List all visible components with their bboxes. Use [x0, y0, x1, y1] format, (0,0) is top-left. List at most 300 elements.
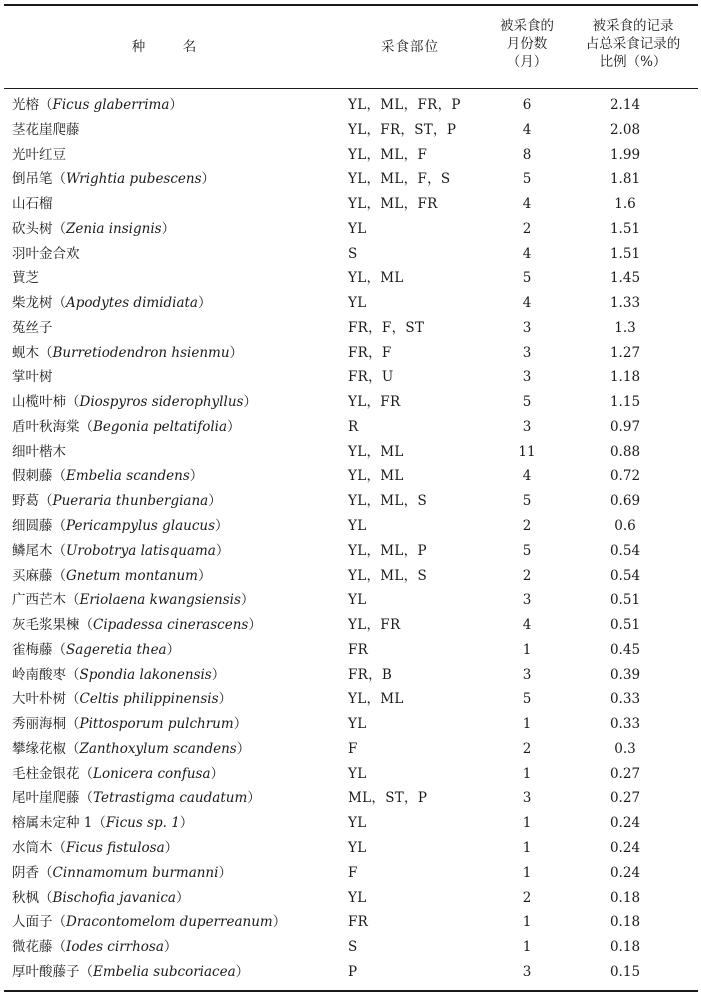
record-ratio-cell: 0.33 — [609, 691, 641, 708]
table-row — [0, 192, 701, 217]
species-scientific-name: Bischofia javanica — [52, 889, 176, 906]
months-count-cell: 11 — [518, 443, 536, 460]
table-row — [0, 861, 701, 886]
open-paren: （ — [39, 889, 53, 906]
table-row — [0, 489, 701, 514]
close-paren: ） — [215, 518, 229, 535]
close-paren: ） — [164, 839, 179, 856]
species-name-cell — [12, 588, 254, 613]
record-ratio-cell: 2.08 — [609, 121, 641, 138]
record-ratio-cell: 1.27 — [609, 344, 641, 361]
months-count-cell: 1 — [522, 864, 532, 881]
table-row — [0, 390, 701, 415]
table-row — [0, 638, 701, 663]
table-row — [0, 365, 701, 390]
table-row — [0, 291, 701, 316]
table-row — [0, 564, 701, 589]
species-name-cell — [12, 663, 225, 688]
species-scientific-name: Apodytes dimidiata — [66, 295, 198, 312]
months-count-cell: 3 — [522, 592, 532, 609]
close-paren: ） — [211, 666, 226, 683]
species-scientific-name: Embelia subcoriacea — [93, 963, 236, 980]
species-chinese-name: 岭南酸枣 — [12, 666, 66, 683]
table-row — [0, 118, 701, 143]
table-row — [0, 737, 701, 762]
record-ratio-cell: 0.27 — [609, 765, 641, 782]
header-ratio-line: 比例（%） — [599, 54, 667, 70]
feeding-parts-cell: P — [348, 963, 358, 980]
record-ratio-cell: 1.15 — [609, 394, 641, 411]
species-scientific-name: Pittosporum pulchrum — [79, 716, 234, 733]
feeding-parts-cell: YL，FR，ST，P — [348, 121, 457, 138]
species-name-cell — [12, 464, 203, 489]
species-name-cell — [12, 217, 175, 242]
species-name-cell — [12, 365, 53, 390]
species-name-cell — [12, 861, 232, 886]
table-row — [0, 588, 701, 613]
species-name-cell — [12, 390, 257, 415]
open-paren: （ — [79, 617, 93, 634]
species-chinese-name: 掌叶树 — [12, 369, 53, 386]
record-ratio-cell: 2.14 — [609, 97, 641, 113]
species-chinese-name: 细圆藤 — [12, 518, 53, 535]
species-name-cell — [12, 291, 211, 316]
species-chinese-name: 茎花崖爬藤 — [12, 121, 80, 138]
header-record-ratio — [568, 17, 698, 71]
species-scientific-name: Spondia lakonensis — [79, 666, 212, 683]
open-paren: （ — [66, 716, 80, 733]
months-count-cell: 4 — [522, 295, 532, 312]
feeding-parts-cell: YL — [348, 839, 367, 856]
species-chinese-name: 细叶楷木 — [12, 443, 66, 460]
months-count-cell: 1 — [522, 914, 532, 931]
close-paren: ） — [218, 864, 232, 881]
open-paren: （ — [39, 493, 53, 510]
table-row — [0, 341, 701, 366]
feeding-parts-cell: F — [348, 740, 358, 757]
table-body — [0, 93, 701, 985]
species-chinese-name: 柴龙树 — [12, 295, 53, 312]
months-count-cell: 5 — [522, 171, 532, 188]
species-chinese-name: 秀丽海桐 — [12, 716, 66, 733]
species-chinese-name: 微花藤 — [12, 939, 53, 956]
species-scientific-name: Tetrastigma caudatum — [93, 790, 248, 807]
close-paren: ） — [236, 740, 251, 757]
species-chinese-name: 水筒木 — [12, 839, 53, 856]
species-name-cell — [12, 415, 241, 440]
header-rule — [4, 88, 698, 89]
species-name-cell — [12, 192, 53, 217]
record-ratio-cell: 0.54 — [609, 567, 641, 584]
species-chinese-name: 灰毛浆果楝 — [12, 617, 80, 634]
open-paren: （ — [92, 815, 106, 832]
close-paren: ） — [218, 691, 233, 708]
species-chinese-name: 蚬木 — [12, 344, 39, 361]
species-name-cell — [12, 638, 180, 663]
record-ratio-cell: 1.18 — [609, 369, 641, 386]
open-paren: （ — [52, 171, 66, 188]
species-name-cell — [12, 836, 178, 861]
table-row — [0, 316, 701, 341]
record-ratio-cell: 0.45 — [609, 641, 641, 658]
months-count-cell: 6 — [522, 97, 532, 113]
table-row — [0, 266, 701, 291]
open-paren: （ — [66, 666, 80, 683]
species-chinese-name: 蕒芝 — [12, 270, 39, 287]
open-paren: （ — [66, 592, 80, 609]
species-scientific-name: Iodes cirrhosa — [66, 939, 164, 956]
record-ratio-cell: 0.51 — [609, 617, 641, 634]
months-count-cell: 1 — [522, 815, 532, 832]
close-paren: ） — [163, 939, 178, 956]
top-rule — [4, 4, 698, 6]
months-count-cell: 3 — [522, 369, 532, 386]
months-count-cell: 3 — [522, 344, 532, 361]
open-paren: （ — [66, 740, 80, 757]
feeding-parts-cell: YL，ML — [348, 468, 404, 485]
species-scientific-name: Lonicera confusa — [93, 765, 211, 782]
close-paren: ） — [229, 344, 244, 361]
record-ratio-cell: 1.6 — [614, 196, 636, 213]
open-paren: （ — [79, 765, 93, 782]
feeding-parts-cell: YL — [348, 518, 367, 535]
record-ratio-cell: 1.33 — [609, 295, 641, 312]
feeding-parts-cell: FR，U — [348, 369, 394, 386]
record-ratio-cell: 0.88 — [609, 443, 641, 460]
close-paren: ） — [248, 617, 262, 634]
months-count-cell: 3 — [522, 666, 532, 683]
species-chinese-name: 毛柱金银花 — [12, 765, 80, 782]
months-count-cell: 4 — [522, 121, 532, 138]
months-count-cell: 2 — [522, 889, 532, 906]
open-paren: （ — [52, 542, 66, 559]
months-count-cell: 5 — [522, 270, 532, 287]
species-chinese-name: 攀缘花椒 — [12, 740, 66, 757]
months-count-cell: 5 — [522, 394, 532, 411]
feeding-parts-cell: YL，FR — [348, 617, 401, 634]
feeding-parts-cell: FR — [348, 914, 369, 931]
species-scientific-name: Ficus glaberrima — [52, 97, 170, 113]
table-row — [0, 910, 701, 935]
feeding-parts-cell: YL，ML — [348, 443, 404, 460]
species-scientific-name: Sageretia thea — [66, 641, 167, 658]
species-scientific-name: Dracontomelom duperreanum — [66, 914, 273, 931]
species-scientific-name: Pueraria thunbergiana — [52, 493, 209, 510]
table-row — [0, 836, 701, 861]
feeding-parts-cell: YL，ML，FR — [348, 196, 438, 213]
species-chinese-name: 尾叶崖爬藤 — [12, 790, 80, 807]
feeding-parts-cell: S — [348, 245, 358, 262]
header-months-line: 月份数 — [506, 36, 548, 52]
months-count-cell: 1 — [522, 765, 532, 782]
open-paren: （ — [52, 914, 66, 931]
feeding-parts-cell: YL — [348, 592, 367, 609]
species-scientific-name: Begonia peltatifolia — [93, 418, 228, 435]
record-ratio-cell: 1.45 — [609, 270, 641, 287]
species-name-cell — [12, 316, 53, 341]
record-ratio-cell: 1.81 — [609, 171, 641, 188]
months-count-cell: 3 — [522, 790, 532, 807]
close-paren: ） — [208, 493, 222, 510]
species-name-cell — [12, 564, 211, 589]
months-count-cell: 2 — [522, 518, 532, 535]
species-chinese-name: 菟丝子 — [12, 319, 53, 336]
table-row — [0, 762, 701, 787]
close-paren: ） — [233, 716, 248, 733]
months-count-cell: 5 — [522, 691, 532, 708]
species-scientific-name: Celtis philippinensis — [79, 691, 219, 708]
months-count-cell: 3 — [522, 418, 532, 435]
species-name-cell — [12, 910, 286, 935]
feeding-parts-cell: F — [348, 864, 358, 881]
months-count-cell: 4 — [522, 196, 532, 213]
record-ratio-cell: 0.18 — [609, 939, 641, 956]
table-row — [0, 539, 701, 564]
record-ratio-cell: 0.15 — [609, 963, 641, 980]
species-scientific-name: Zenia insignis — [66, 220, 162, 237]
species-scientific-name: Eriolaena kwangsiensis — [79, 592, 241, 609]
feeding-parts-cell: YL，ML，S — [348, 567, 428, 584]
species-name-cell — [12, 514, 229, 539]
species-chinese-name: 大叶朴树 — [12, 691, 66, 708]
feeding-parts-cell: ML，ST，P — [348, 790, 428, 807]
feeding-parts-cell: S — [348, 939, 358, 956]
close-paren: ） — [201, 171, 216, 188]
bottom-rule — [4, 990, 698, 992]
species-name-cell — [12, 613, 262, 638]
species-chinese-name: 广西芒木 — [12, 592, 66, 609]
record-ratio-cell: 0.6 — [614, 518, 636, 535]
species-name-cell — [12, 712, 247, 737]
header-months-line: 被采食的 — [500, 18, 554, 34]
close-paren: ） — [189, 468, 204, 485]
table-row — [0, 663, 701, 688]
species-scientific-name: Wrightia pubescens — [66, 171, 202, 188]
species-chinese-name: 买麻藤 — [12, 567, 53, 584]
open-paren: （ — [52, 468, 66, 485]
record-ratio-cell: 0.24 — [609, 839, 641, 856]
table-row — [0, 811, 701, 836]
open-paren: （ — [52, 939, 66, 956]
species-scientific-name: Burretiodendron hsienmu — [52, 344, 230, 361]
species-name-cell — [12, 242, 80, 267]
record-ratio-cell: 1.3 — [614, 319, 636, 336]
feeding-parts-cell: FR，F，ST — [348, 319, 425, 336]
close-paren: ） — [161, 220, 176, 237]
table-row — [0, 613, 701, 638]
table-row — [0, 440, 701, 465]
species-chinese-name: 鳞尾木 — [12, 542, 53, 559]
months-count-cell: 5 — [522, 542, 532, 559]
species-name-cell — [12, 960, 249, 985]
record-ratio-cell: 0.24 — [609, 815, 641, 832]
species-name-cell — [12, 266, 39, 291]
close-paren: ） — [169, 97, 183, 113]
close-paren: ） — [243, 394, 257, 411]
months-count-cell: 1 — [522, 716, 532, 733]
species-chinese-name: 羽叶金合欢 — [12, 245, 80, 262]
table-row — [0, 415, 701, 440]
months-count-cell: 1 — [522, 839, 532, 856]
species-name-cell — [12, 737, 250, 762]
open-paren: （ — [52, 567, 66, 584]
table-row — [0, 960, 701, 985]
header-ratio-line: 被采食的记录 — [592, 18, 674, 34]
open-paren: （ — [79, 790, 93, 807]
species-name-cell — [12, 143, 66, 168]
species-chinese-name: 盾叶秋海棠 — [12, 418, 80, 435]
species-chinese-name: 人面子 — [12, 914, 53, 931]
table-row — [0, 886, 701, 911]
months-count-cell: 8 — [522, 146, 532, 163]
species-name-cell — [12, 811, 193, 836]
header-species: 种 名 — [131, 39, 209, 55]
table-row — [0, 167, 701, 192]
close-paren: ） — [179, 815, 194, 832]
close-paren: ） — [227, 418, 241, 435]
record-ratio-cell: 0.97 — [609, 418, 641, 435]
months-count-cell: 3 — [522, 319, 532, 336]
species-name-cell — [12, 935, 177, 960]
close-paren: ） — [166, 641, 181, 658]
species-name-cell — [12, 762, 224, 787]
feeding-parts-cell: FR，F — [348, 344, 392, 361]
open-paren: （ — [66, 691, 80, 708]
table-row — [0, 143, 701, 168]
record-ratio-cell: 0.51 — [609, 592, 641, 609]
open-paren: （ — [52, 839, 66, 856]
table-row — [0, 514, 701, 539]
open-paren: （ — [52, 220, 66, 237]
table-row — [0, 464, 701, 489]
species-chinese-name: 厚叶酸藤子 — [12, 963, 80, 980]
close-paren: ） — [197, 567, 212, 584]
species-scientific-name: Cinnamomum burmanni — [52, 864, 219, 881]
months-count-cell: 4 — [522, 245, 532, 262]
months-count-cell: 2 — [522, 740, 532, 757]
feeding-parts-cell: FR — [348, 641, 369, 658]
feeding-parts-cell: YL，ML — [348, 270, 404, 287]
table-row — [0, 935, 701, 960]
record-ratio-cell: 0.3 — [614, 740, 636, 757]
table-row — [0, 786, 701, 811]
feeding-parts-cell: R — [348, 418, 359, 435]
months-count-cell: 1 — [522, 939, 532, 956]
record-ratio-cell: 0.72 — [609, 468, 641, 485]
species-scientific-name: Pericampylus glaucus — [66, 518, 216, 535]
months-count-cell: 4 — [522, 617, 532, 634]
species-scientific-name: Gnetum montanum — [66, 567, 198, 584]
feeding-parts-cell: YL — [348, 220, 367, 237]
feeding-parts-cell: YL，FR — [348, 394, 401, 411]
species-chinese-name: 砍头树 — [12, 220, 53, 237]
close-paren: ） — [240, 592, 255, 609]
table-row — [0, 712, 701, 737]
feeding-parts-cell: YL — [348, 295, 367, 312]
species-scientific-name: Diospyros siderophyllus — [79, 394, 244, 411]
record-ratio-cell: 0.54 — [609, 542, 641, 559]
record-ratio-cell: 1.51 — [609, 220, 641, 237]
record-ratio-cell: 0.39 — [609, 666, 641, 683]
table-row — [0, 93, 701, 118]
species-chinese-name: 光叶红豆 — [12, 146, 66, 163]
species-chinese-name: 野葛 — [12, 493, 39, 510]
feeding-parts-cell: YL，ML，P — [348, 542, 427, 559]
feeding-parts-cell: YL — [348, 716, 367, 733]
species-chinese-name: 榕属未定种 1 — [12, 815, 93, 832]
feeding-parts-cell: YL，ML，F — [348, 146, 428, 163]
species-scientific-name: Ficus fistulosa — [66, 839, 165, 856]
species-name-cell — [12, 886, 189, 911]
open-paren: （ — [79, 418, 93, 435]
months-count-cell: 1 — [522, 641, 532, 658]
months-count-cell: 3 — [522, 963, 532, 980]
species-name-cell — [12, 341, 243, 366]
table-row — [0, 687, 701, 712]
header-ratio-line: 占总采食记录的 — [585, 36, 681, 52]
months-count-cell: 2 — [522, 567, 532, 584]
close-paren: ） — [210, 765, 224, 782]
record-ratio-cell: 0.69 — [609, 493, 641, 510]
feeding-parts-cell: YL，ML，F，S — [348, 171, 451, 188]
open-paren: （ — [39, 97, 53, 113]
species-name-cell — [12, 118, 80, 143]
table-row — [0, 242, 701, 267]
months-count-cell: 2 — [522, 220, 532, 237]
species-name-cell — [12, 539, 229, 564]
record-ratio-cell: 0.33 — [609, 716, 641, 733]
species-chinese-name: 秋枫 — [12, 889, 39, 906]
open-paren: （ — [66, 394, 80, 411]
open-paren: （ — [52, 295, 66, 312]
close-paren: ） — [175, 889, 190, 906]
species-chinese-name: 阴香 — [12, 864, 39, 881]
months-count-cell: 5 — [522, 493, 532, 510]
close-paren: ） — [197, 295, 212, 312]
species-scientific-name: Zanthoxylum scandens — [79, 740, 237, 757]
open-paren: （ — [79, 963, 93, 980]
close-paren: ） — [272, 914, 287, 931]
header-months-count — [488, 17, 566, 71]
record-ratio-cell: 0.24 — [609, 864, 641, 881]
open-paren: （ — [52, 518, 66, 535]
feeding-parts-cell: YL，ML，FR，P — [348, 97, 461, 113]
record-ratio-cell: 0.27 — [609, 790, 641, 807]
species-scientific-name: Ficus sp. 1 — [105, 815, 180, 832]
open-paren: （ — [52, 641, 66, 658]
feeding-parts-cell: YL，ML — [348, 691, 404, 708]
feeding-parts-cell: YL — [348, 765, 367, 782]
header-months-line: （月） — [506, 54, 548, 70]
species-name-cell — [12, 167, 215, 192]
record-ratio-cell: 0.18 — [609, 914, 641, 931]
species-chinese-name: 山石榴 — [12, 196, 53, 213]
species-scientific-name: Cipadessa cinerascens — [93, 617, 249, 634]
species-chinese-name: 雀梅藤 — [12, 641, 53, 658]
header-feeding-parts: 采食部位 — [381, 39, 439, 55]
species-chinese-name: 光榕 — [12, 97, 39, 113]
feeding-parts-cell: FR，B — [348, 666, 393, 683]
open-paren: （ — [39, 864, 53, 881]
feeding-parts-cell: YL — [348, 889, 367, 906]
species-scientific-name: Urobotrya latisquama — [66, 542, 216, 559]
species-chinese-name: 假刺藤 — [12, 468, 53, 485]
species-name-cell — [12, 687, 232, 712]
close-paren: ） — [235, 963, 250, 980]
table-row — [0, 217, 701, 242]
close-paren: ） — [247, 790, 261, 807]
months-count-cell: 4 — [522, 468, 532, 485]
